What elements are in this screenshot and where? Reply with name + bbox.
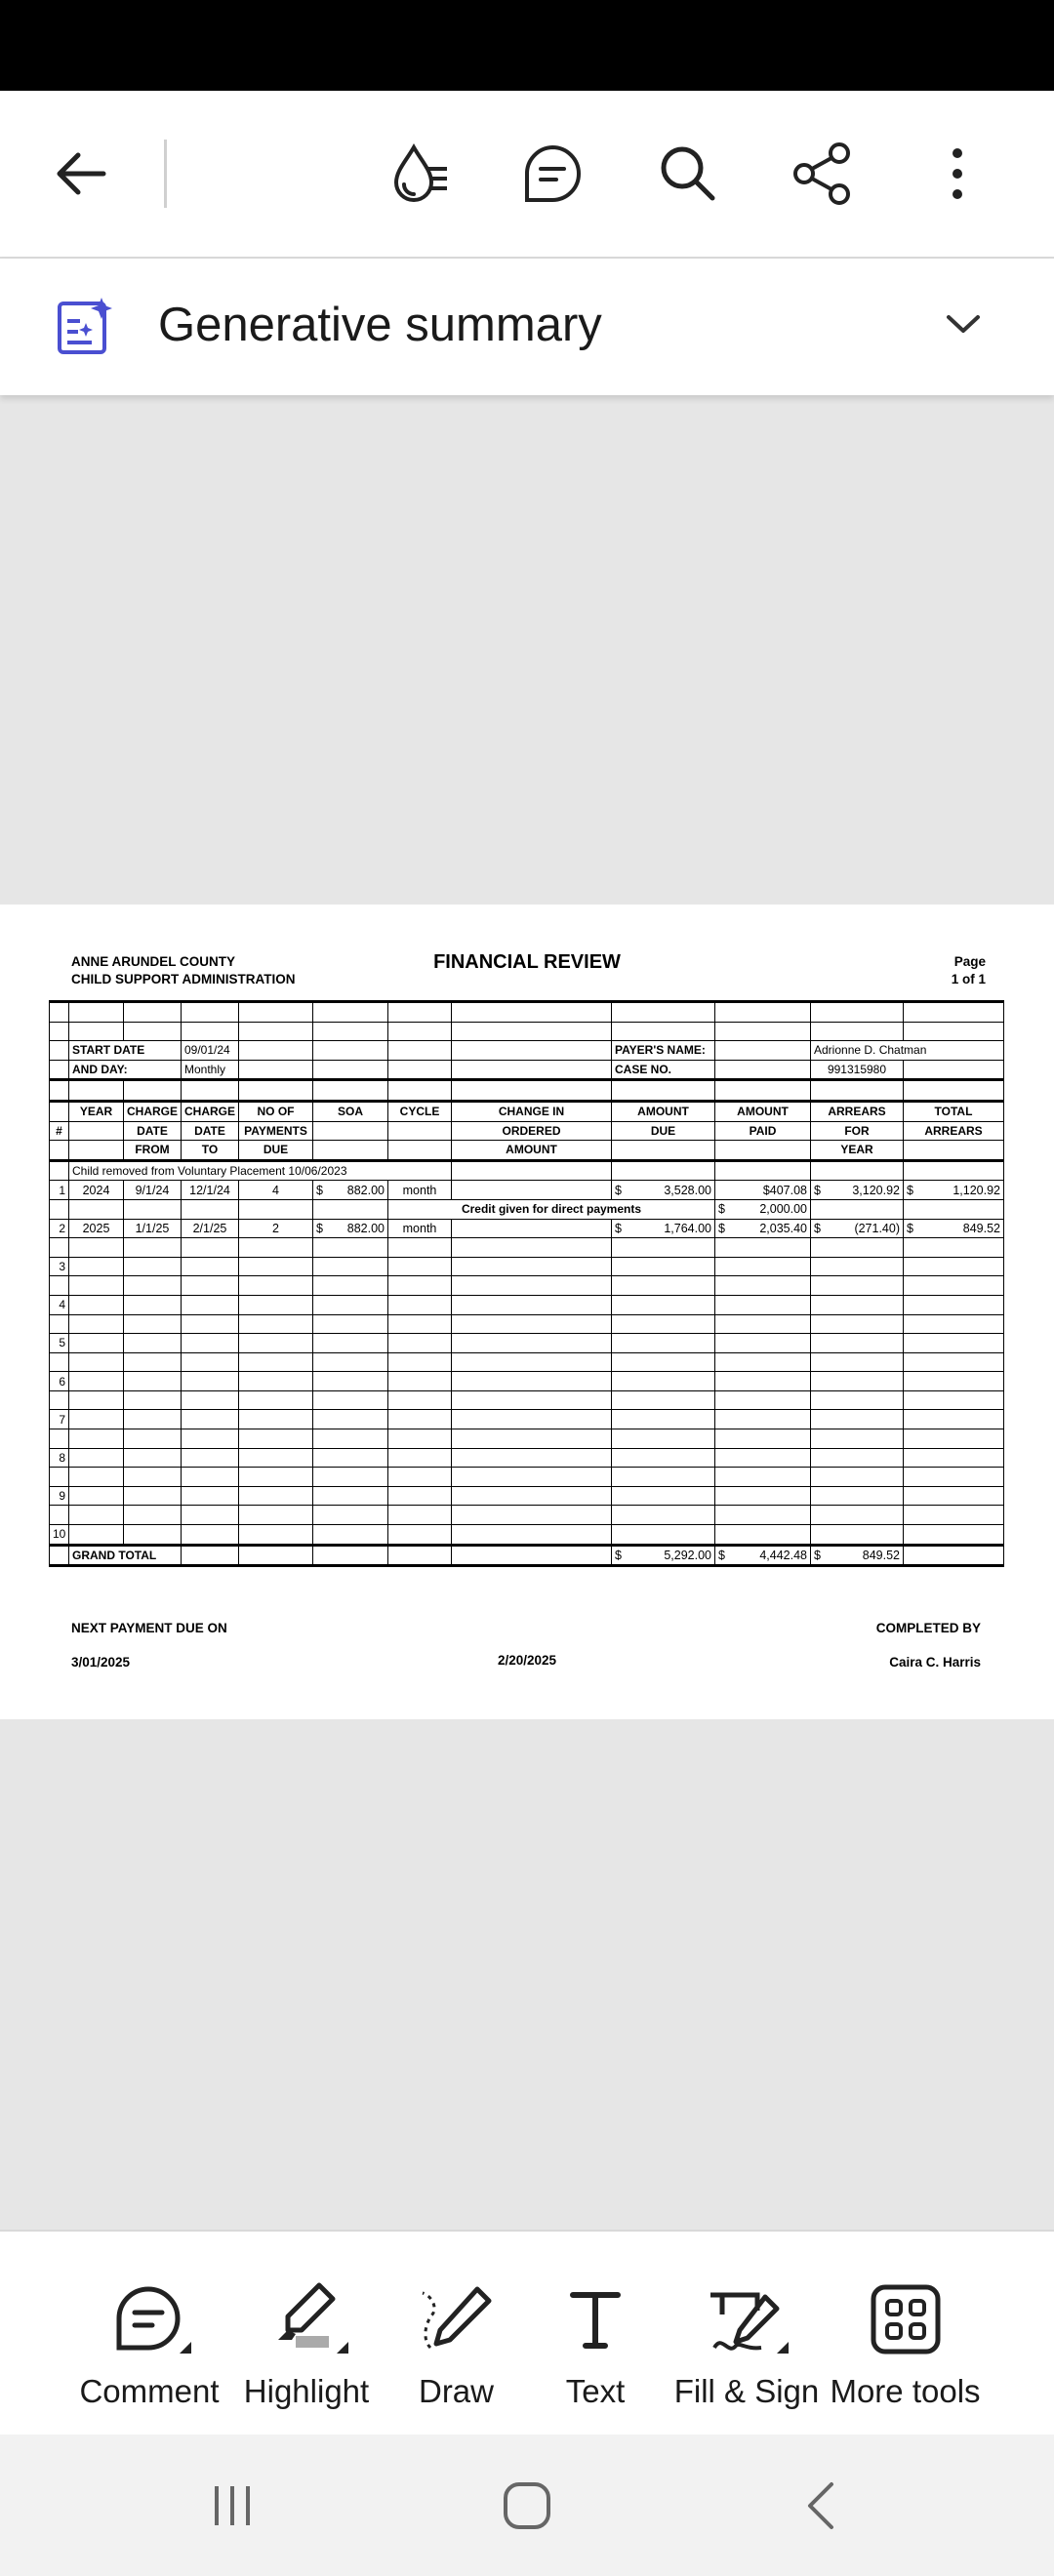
fill-sign-tool-label: Fill & Sign [673, 2373, 820, 2409]
liquid-mode-button[interactable] [377, 132, 461, 216]
table-row [50, 1390, 1004, 1410]
row2-arrears: (271.40) [854, 1221, 900, 1235]
row-number: 9 [50, 1486, 69, 1506]
header-total-arrears: TOTAL [904, 1101, 1004, 1121]
generative-summary-bar[interactable] [0, 259, 1054, 395]
currency-symbol: $ [615, 1548, 622, 1562]
currency-symbol: $ [814, 1221, 821, 1235]
row-number: 2 [50, 1219, 69, 1238]
share-button[interactable] [781, 132, 865, 216]
text-tool[interactable] [547, 2232, 644, 2436]
more-tools-button[interactable] [830, 2232, 981, 2436]
header-arrears-year: ARREARS [811, 1101, 904, 1121]
table-row [50, 1219, 1004, 1238]
more-tools-icon [862, 2275, 950, 2363]
header-no-payments-2: PAYMENTS [239, 1121, 313, 1141]
header-row [50, 1101, 1004, 1121]
row-number: 6 [50, 1372, 69, 1391]
draw-tool[interactable] [400, 2232, 512, 2436]
grand-total-paid: 4,442.48 [759, 1548, 807, 1562]
text-tool-label: Text [565, 2373, 626, 2409]
header-year: YEAR [69, 1101, 124, 1121]
next-payment-label: NEXT PAYMENT DUE ON [71, 1621, 227, 1635]
home-button[interactable] [488, 2474, 566, 2537]
row2-soa: 882.00 [346, 1221, 385, 1235]
row-number: 10 [50, 1525, 69, 1546]
row1-soa: 882.00 [346, 1183, 385, 1197]
financial-review-table [49, 1000, 1004, 1567]
row-number: 1 [50, 1181, 69, 1200]
start-date-label: START DATE [69, 1041, 182, 1061]
header-change: CHANGE IN [452, 1101, 612, 1121]
currency-symbol: $ [615, 1221, 622, 1235]
header-arrears-year-2: FOR [811, 1121, 904, 1141]
table-row [50, 1429, 1004, 1449]
payer-label: PAYER'S NAME: [612, 1041, 715, 1061]
row-number: 3 [50, 1257, 69, 1276]
header-charge-from: CHARGE [124, 1101, 182, 1121]
start-date-value: 09/01/24 [182, 1041, 239, 1061]
currency-symbol: $ [718, 1221, 725, 1235]
header-amount-paid: AMOUNT [715, 1101, 811, 1121]
table-row [50, 1160, 1004, 1181]
row1-year: 2024 [69, 1181, 124, 1200]
currency-symbol: $ [814, 1548, 821, 1562]
table-row [50, 1525, 1004, 1546]
page-value: 1 of 1 [951, 972, 986, 986]
grand-total-row [50, 1545, 1004, 1566]
org-line-2: CHILD SUPPORT ADMINISTRATION [71, 972, 296, 986]
table-row [50, 1334, 1004, 1353]
table-row [50, 1486, 1004, 1506]
credit-label: Credit given for direct payments [388, 1199, 715, 1219]
comment-list-icon [517, 140, 586, 208]
header-charge-to: CHARGE [182, 1101, 239, 1121]
table-row [50, 1080, 1004, 1102]
currency-symbol: $ [718, 1548, 725, 1562]
and-day-value: Monthly [182, 1060, 239, 1080]
row2-paid: 2,035.40 [759, 1221, 807, 1235]
header-cycle: CYCLE [388, 1101, 452, 1121]
currency-symbol: $ [615, 1183, 622, 1197]
more-options-button[interactable] [915, 132, 999, 216]
currency-symbol: $ [814, 1183, 821, 1197]
table-row [50, 1468, 1004, 1487]
note-row: Child removed from Voluntary Placement 10/06/2023 [69, 1160, 452, 1181]
row-number: 7 [50, 1410, 69, 1429]
generative-summary-title: Generative summary [158, 299, 602, 351]
ai-summary-icon [55, 296, 117, 358]
table-row [50, 1372, 1004, 1391]
table-row [50, 1506, 1004, 1525]
comment-tool[interactable] [76, 2232, 223, 2436]
row1-paid: $407.08 [715, 1181, 811, 1200]
table-row [50, 1181, 1004, 1200]
header-no-payments: NO OF [239, 1101, 313, 1121]
row1-arrears: 3,120.92 [852, 1183, 900, 1197]
comments-list-button[interactable] [509, 132, 593, 216]
comment-tool-label: Comment [79, 2373, 220, 2409]
header-charge-from-3: FROM [124, 1141, 182, 1161]
header-row [50, 1141, 1004, 1161]
status-bar [0, 0, 1054, 91]
table-row [50, 1295, 1004, 1314]
back-button[interactable] [39, 132, 123, 216]
row2-year: 2025 [69, 1219, 124, 1238]
case-number: 991315980 [811, 1060, 904, 1080]
org-line-1: ANNE ARUNDEL COUNTY [71, 954, 236, 969]
row1-from: 9/1/24 [124, 1181, 182, 1200]
table-row [50, 1276, 1004, 1296]
table-row [50, 1352, 1004, 1372]
more-tools-label: More tools [830, 2373, 981, 2409]
chevron-down-icon[interactable] [939, 300, 988, 348]
table-row [50, 1257, 1004, 1276]
search-icon [654, 140, 722, 208]
document-title: FINANCIAL REVIEW [433, 951, 621, 973]
comment-icon [105, 2275, 193, 2363]
completed-by-name: Caira C. Harris [889, 1655, 981, 1670]
row2-to: 2/1/25 [182, 1219, 239, 1238]
draw-tool-label: Draw [418, 2373, 494, 2409]
top-toolbar [0, 91, 1054, 259]
currency-symbol: $ [316, 1183, 323, 1197]
row-number: 4 [50, 1295, 69, 1314]
fill-sign-icon [703, 2275, 790, 2363]
row2-from: 1/1/25 [124, 1219, 182, 1238]
more-icon [923, 140, 992, 208]
table-row [50, 1410, 1004, 1429]
header-charge-to-3: TO [182, 1141, 239, 1161]
and-day-label: AND DAY: [69, 1060, 182, 1080]
header-amount-due-2: DUE [612, 1121, 715, 1141]
payer-name: Adrionne D. Chatman [811, 1041, 1004, 1061]
empty-rows [50, 1238, 1004, 1546]
draw-icon [413, 2275, 501, 2363]
completed-by-label: COMPLETED BY [875, 1621, 981, 1635]
table-row [50, 1060, 1004, 1080]
system-back-button[interactable] [783, 2474, 861, 2537]
header-charge-to-2: DATE [182, 1121, 239, 1141]
recents-button[interactable] [193, 2474, 271, 2537]
row1-payments: 4 [239, 1181, 313, 1200]
grand-total-label: GRAND TOTAL [69, 1545, 182, 1566]
recents-icon [203, 2476, 262, 2535]
currency-symbol: $ [907, 1183, 913, 1197]
table-row [50, 1238, 1004, 1258]
pdf-page[interactable] [0, 905, 1054, 1719]
review-date: 2/20/2025 [497, 1653, 557, 1668]
header-no-payments-3: DUE [239, 1141, 313, 1161]
search-button[interactable] [646, 132, 730, 216]
home-icon [498, 2476, 556, 2535]
table-row [50, 1314, 1004, 1334]
currency-symbol: $ [316, 1221, 323, 1235]
liquid-mode-icon [385, 140, 453, 208]
text-icon [551, 2275, 639, 2363]
table-row [50, 1002, 1004, 1023]
header-amount-due: AMOUNT [612, 1101, 715, 1121]
credit-amount: 2,000.00 [759, 1202, 807, 1217]
row1-cycle: month [388, 1181, 452, 1200]
org-header [71, 953, 296, 988]
row2-payments: 2 [239, 1219, 313, 1238]
highlight-tool-label: Highlight [243, 2373, 370, 2409]
grand-total-arrears: 849.52 [862, 1548, 900, 1562]
system-nav-bar [0, 2435, 1054, 2576]
header-soa: SOA [313, 1101, 388, 1121]
highlight-tool[interactable] [232, 2232, 381, 2436]
row-number: 5 [50, 1334, 69, 1353]
header-row [50, 1121, 1004, 1141]
row1-total: 1,120.92 [953, 1183, 1000, 1197]
header-amount-paid-2: PAID [715, 1121, 811, 1141]
header-change-2: ORDERED [452, 1121, 612, 1141]
toolbar-divider [164, 140, 167, 208]
row2-total: 849.52 [962, 1221, 1000, 1235]
header-change-3: AMOUNT [452, 1141, 612, 1161]
row1-to: 12/1/24 [182, 1181, 239, 1200]
case-label: CASE NO. [612, 1060, 715, 1080]
row-number: 8 [50, 1448, 69, 1468]
grand-total-due: 5,292.00 [664, 1548, 711, 1562]
table-row [50, 1022, 1004, 1041]
table-row [50, 1041, 1004, 1061]
header-charge-from-2: DATE [124, 1121, 182, 1141]
page-label: Page [953, 954, 986, 969]
next-payment-date: 3/01/2025 [71, 1655, 131, 1670]
header-hash: # [50, 1121, 69, 1141]
header-total-arrears-2: ARREARS [904, 1121, 1004, 1141]
bottom-tools-bar [0, 2230, 1054, 2436]
table-row [50, 1199, 1004, 1219]
row1-due: 3,528.00 [664, 1183, 711, 1197]
table-row [50, 1448, 1004, 1468]
highlight-icon [263, 2275, 350, 2363]
header-arrears-year-3: YEAR [811, 1141, 904, 1161]
currency-symbol: $ [718, 1202, 725, 1217]
page-number [917, 953, 986, 988]
currency-symbol: $ [907, 1221, 913, 1235]
back-arrow-icon [47, 140, 115, 208]
back-icon [792, 2476, 851, 2535]
share-icon [789, 140, 857, 208]
row2-due: 1,764.00 [664, 1221, 711, 1235]
row2-cycle: month [388, 1219, 452, 1238]
fill-sign-tool[interactable] [673, 2232, 820, 2436]
